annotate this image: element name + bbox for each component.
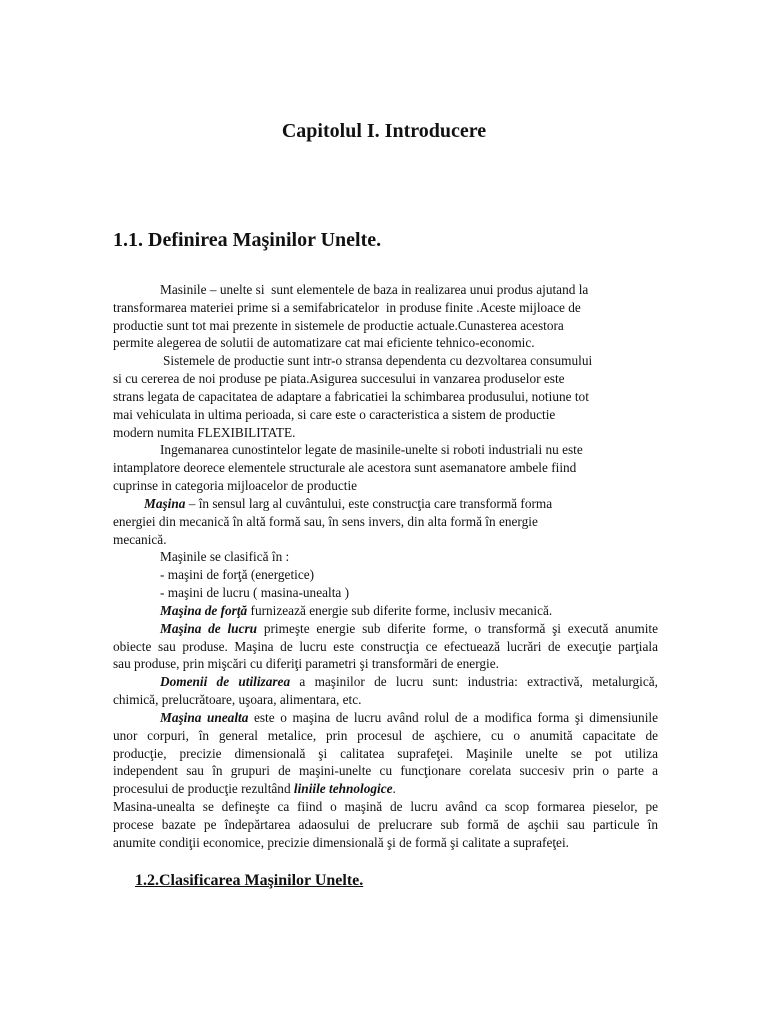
text-span: Ingemanarea cunostintelor legate de masinile-unelte si roboti industriali nu este [160, 442, 583, 458]
text-span: obiecte sau produse. Maşina de lucru este construcţia ce efectuează lucrări de execuţie parţiala [113, 638, 658, 654]
text-span: cuprinse in categoria mijloacelor de productie [113, 478, 358, 494]
list-item [113, 566, 658, 584]
text-line [113, 531, 658, 549]
text-line [113, 727, 658, 745]
text-span: . [392, 781, 396, 797]
list-item [113, 584, 658, 602]
text-span: intamplatore deorece elementele structurale ale acestora sunt asemanatore ambele fiind [113, 460, 577, 476]
text-span: - maşini de forţă (energetice) [160, 567, 315, 583]
text-span: producţie, precizie dimensională şi calitatea suprafeţei. Maşinile unelte se pot utiliza [113, 745, 658, 761]
text-line [113, 638, 658, 656]
text-span: sau produse, prin mişcări cu diferiţi parametri şi transformări de energie. [113, 656, 499, 672]
text-line [113, 459, 658, 477]
section-heading-1-2: 1.2.Clasificarea Maşinilor Unelte. [135, 872, 364, 889]
text-span: Maşinile se clasifică în : [160, 549, 290, 565]
text-span: anumite condiţii economice, precizie dimensională şi de formă şi calitate a suprafeţei. [113, 834, 569, 850]
text-line [113, 299, 658, 317]
text-span: unor corpuri, în general metalice, prin procesul de aşchiere, cu o anumită capacitate de [113, 727, 658, 743]
text-line [113, 548, 658, 566]
text-line [113, 477, 658, 495]
text-span: furnizează energie sub diferite forme, inclusiv mecanică. [247, 602, 553, 618]
text-span: este o maşina de lucru având rolul de a modifica forma şi dimensiunile [248, 709, 658, 725]
text-line [113, 709, 658, 727]
body-text [113, 281, 658, 852]
text-span: primeşte energie sub diferite forme, o transformă şi execută anumite [257, 620, 658, 636]
term-emphasis: Maşina [144, 495, 186, 511]
text-line [113, 513, 658, 531]
text-span: a maşinilor de lucru sunt: industria: extractivă, metalurgică, [290, 674, 658, 690]
text-line [113, 745, 658, 763]
text-span: mai vehiculata in ultima perioada, si care este o caracteristica a sistem de productie [113, 406, 556, 422]
text-line [113, 370, 658, 388]
text-span: chimică, prelucrătoare, uşoara, alimentara, etc. [113, 692, 362, 708]
section-heading-1-1: 1.1. Definirea Maşinilor Unelte. [113, 229, 382, 251]
term-emphasis: liniile tehnologice [293, 781, 393, 797]
chapter-title: Capitolul I. Introducere [281, 120, 487, 142]
text-line [113, 762, 658, 780]
text-span: mecanică. [113, 531, 167, 547]
term-emphasis: Maşina unealta [160, 709, 249, 725]
text-span: - maşini de lucru ( masina-unealta ) [160, 585, 350, 601]
text-span: strans legata de capacitatea de adaptare a fabricatiei la schimbarea produsului, notiune tot [113, 388, 589, 404]
text-span: productie sunt tot mai prezente in sistemele de productie actuale.Cunasterea acestora [113, 317, 564, 333]
text-line [113, 495, 658, 513]
text-span: Sistemele de productie sunt intr-o stransa dependenta cu dezvoltarea consumului [163, 353, 593, 369]
text-line [113, 334, 658, 352]
text-line [113, 406, 658, 424]
text-line [113, 673, 658, 691]
text-span: Masinile – unelte si sunt elementele de baza in realizarea unui produs ajutand la [160, 282, 589, 297]
text-line [113, 780, 658, 798]
text-line [113, 816, 658, 834]
text-line [113, 352, 658, 370]
text-line [113, 281, 658, 299]
text-line [113, 798, 658, 816]
term-emphasis: Domenii de utilizarea [160, 674, 291, 690]
text-line [113, 691, 658, 709]
text-line [113, 602, 658, 620]
term-emphasis: Maşina de forţă [160, 602, 248, 618]
text-line [113, 441, 658, 459]
text-span: Masina-unealta se defineşte ca fiind o maşină de lucru având ca scop formarea pieselor, pe [113, 799, 658, 815]
text-span: – în sensul larg al cuvântului, este construcţia care transformă forma [185, 495, 553, 511]
text-span: procesului de producţie rezultând [113, 781, 294, 797]
text-span: transformarea materiei prime si a semifabricatelor in produse finite .Aceste mijloace de [113, 299, 581, 315]
text-line [113, 388, 658, 406]
text-span: permite alegerea de solutii de automatizare cat mai eficiente tehnico-economic. [113, 335, 535, 351]
text-span: si cu cererea de noi produse pe piata.Asigurea succesului in vanzarea produselor este [113, 371, 565, 387]
text-line [113, 834, 658, 852]
text-span: independent sau în grupuri de maşini-unelte cu funcţionare corelata succesiv prin o parte a [113, 763, 658, 779]
term-emphasis: Maşina de lucru [160, 620, 258, 636]
text-line [113, 317, 658, 335]
text-span: modern numita FLEXIBILITATE. [113, 424, 296, 440]
text-line [113, 424, 658, 442]
text-line [113, 620, 658, 638]
text-span: procese bazate pe îndepărtarea adaosului de prelucrare sub formă de aşchii sau particule în [113, 816, 658, 832]
text-span: energiei din mecanică în altă formă sau, în sens invers, din alta formă în energie [113, 513, 538, 529]
text-line [113, 655, 658, 673]
